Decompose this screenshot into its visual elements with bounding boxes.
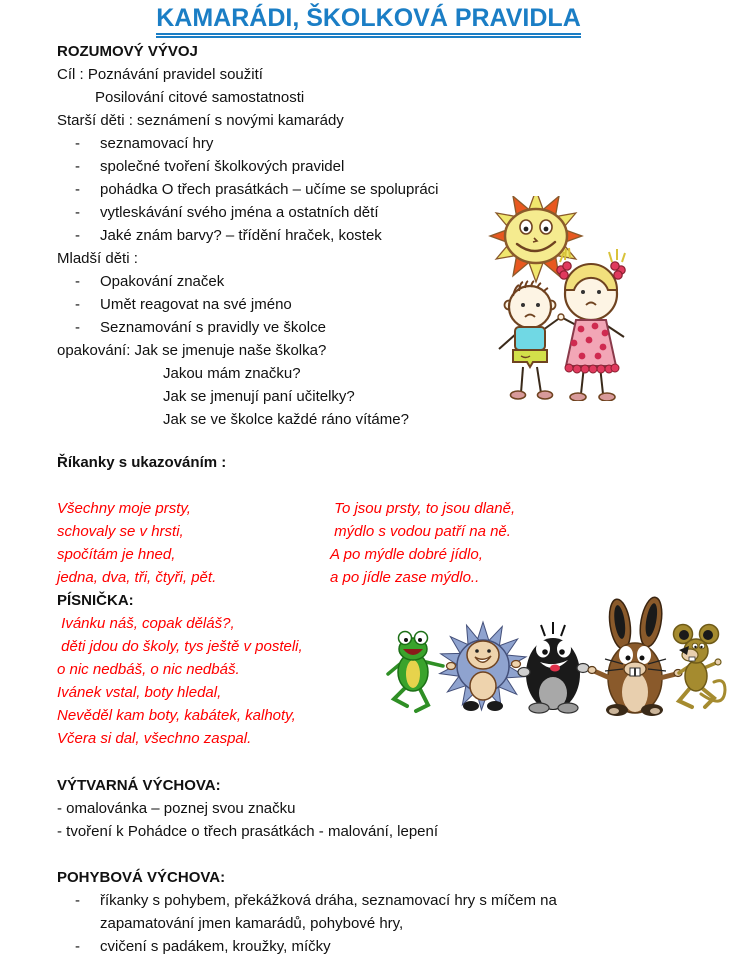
bullet-dash: -	[75, 319, 80, 336]
list-item-text: říkanky s pohybem, překážková dráha, seznamovací hry s míčem na	[100, 892, 557, 909]
list-item-text: Jaké znám barvy? – třídění hraček, kostek	[100, 227, 382, 244]
poem-line: To jsou prsty, to jsou dlaně,	[330, 500, 516, 517]
list-item-text: pohádka O třech prasátkách – učíme se spolupráci	[100, 181, 439, 198]
bullet-dash: -	[75, 296, 80, 313]
song-line: Ivánek vstal, boty hledal,	[57, 684, 222, 701]
bullet-dash: -	[75, 158, 80, 175]
poem-line: A po mýdle dobré jídlo,	[330, 546, 483, 563]
frog-figure	[388, 632, 443, 712]
poem-line: schovaly se v hrsti,	[57, 523, 184, 540]
poem-line: jedna, dva, tři, čtyři, pět.	[57, 569, 217, 586]
poem-line: mýdlo s vodou patří na ně.	[330, 523, 511, 540]
list-item-text: Umět reagovat na své jméno	[100, 296, 292, 313]
review-question: Jakou mám značku?	[163, 365, 301, 382]
section-heading: ROZUMOVÝ VÝVOJ	[57, 43, 198, 60]
list-item-continuation: zapamatování jmen kamarádů, pohybové hry,	[100, 915, 404, 932]
krtek-friends-drawing	[383, 594, 728, 724]
list-item-text: vytleskávání svého jména a ostatních dětí	[100, 204, 379, 221]
sun-children-illustration	[488, 196, 673, 401]
section-pohybova	[57, 866, 697, 958]
activity-line: - omalovánka – poznej svou značku	[57, 800, 296, 817]
older-kids-intro: Starší děti : seznámení s novými kamarády	[57, 112, 344, 129]
bullet-dash: -	[75, 204, 80, 221]
list-item	[57, 155, 697, 178]
girl-figure	[557, 248, 625, 401]
section-vytvarna	[57, 774, 697, 843]
krtek-friends-illustration	[383, 594, 728, 724]
list-item-text: seznamovací hry	[100, 135, 214, 152]
younger-kids-intro: Mladší děti :	[57, 250, 138, 267]
goal-line2: Posilování citové samostatnosti	[95, 89, 305, 106]
sun-children-drawing	[488, 196, 673, 401]
section-pisnicka	[57, 589, 437, 750]
boy-figure	[499, 281, 561, 399]
list-item-text: Seznamování s pravidly ve školce	[100, 319, 326, 336]
poem-line: spočítám je hned,	[57, 546, 176, 563]
section-heading: PÍSNIČKA:	[57, 592, 134, 609]
title-row	[0, 3, 737, 38]
mole-figure	[518, 622, 589, 713]
section-heading: POHYBOVÁ VÝCHOVA:	[57, 869, 226, 886]
list-item	[57, 935, 697, 958]
bullet-dash: -	[75, 181, 80, 198]
poem-line: a po jídle zase mýdlo..	[330, 569, 480, 586]
bullet-dash: -	[75, 273, 80, 290]
section-heading: Říkanky s ukazováním :	[57, 454, 227, 471]
list-item-text: cvičení s padákem, kroužky, míčky	[100, 938, 331, 955]
list-item	[57, 889, 697, 912]
poem-line: Všechny moje prsty,	[57, 500, 191, 517]
bullet-dash: -	[75, 135, 80, 152]
song-line: děti jdou do školy, tys ještě v posteli,	[57, 638, 303, 655]
mouse-figure	[674, 625, 726, 708]
list-item-text: společné tvoření školkových pravidel	[100, 158, 345, 175]
list-item-text: Opakování značek	[100, 273, 225, 290]
song-line: Nevěděl kam boty, kabátek, kalhoty,	[57, 707, 296, 724]
hedgehog-figure	[439, 622, 528, 711]
review-question: Jak se jmenují paní učitelky?	[163, 388, 355, 405]
poem-left-column	[57, 497, 216, 589]
section-rikanky	[57, 451, 697, 591]
activity-line: - tvoření k Pohádce o třech prasátkách - malování, lepení	[57, 823, 439, 840]
song-line: o nic nedbáš, o nic nedbáš.	[57, 661, 240, 678]
song-line: Ivánku náš, copak děláš?,	[57, 615, 235, 632]
page-title: KAMARÁDI, ŠKOLKOVÁ PRAVIDLA	[156, 3, 581, 38]
review-intro: opakování: Jak se jmenuje naše školka?	[57, 342, 327, 359]
section-heading: VÝTVARNÁ VÝCHOVA:	[57, 777, 221, 794]
poem-right-column	[330, 497, 515, 589]
bullet-dash: -	[75, 892, 80, 909]
bullet-dash: -	[75, 938, 80, 955]
bullet-dash: -	[75, 227, 80, 244]
rabbit-figure	[588, 596, 682, 716]
goal-line: Cíl : Poznávání pravidel soužití	[57, 66, 263, 83]
list-item	[57, 132, 697, 155]
review-question: Jak se ve školce každé ráno vítáme?	[163, 411, 409, 428]
song-line: Včera si dal, všechno zaspal.	[57, 730, 252, 747]
